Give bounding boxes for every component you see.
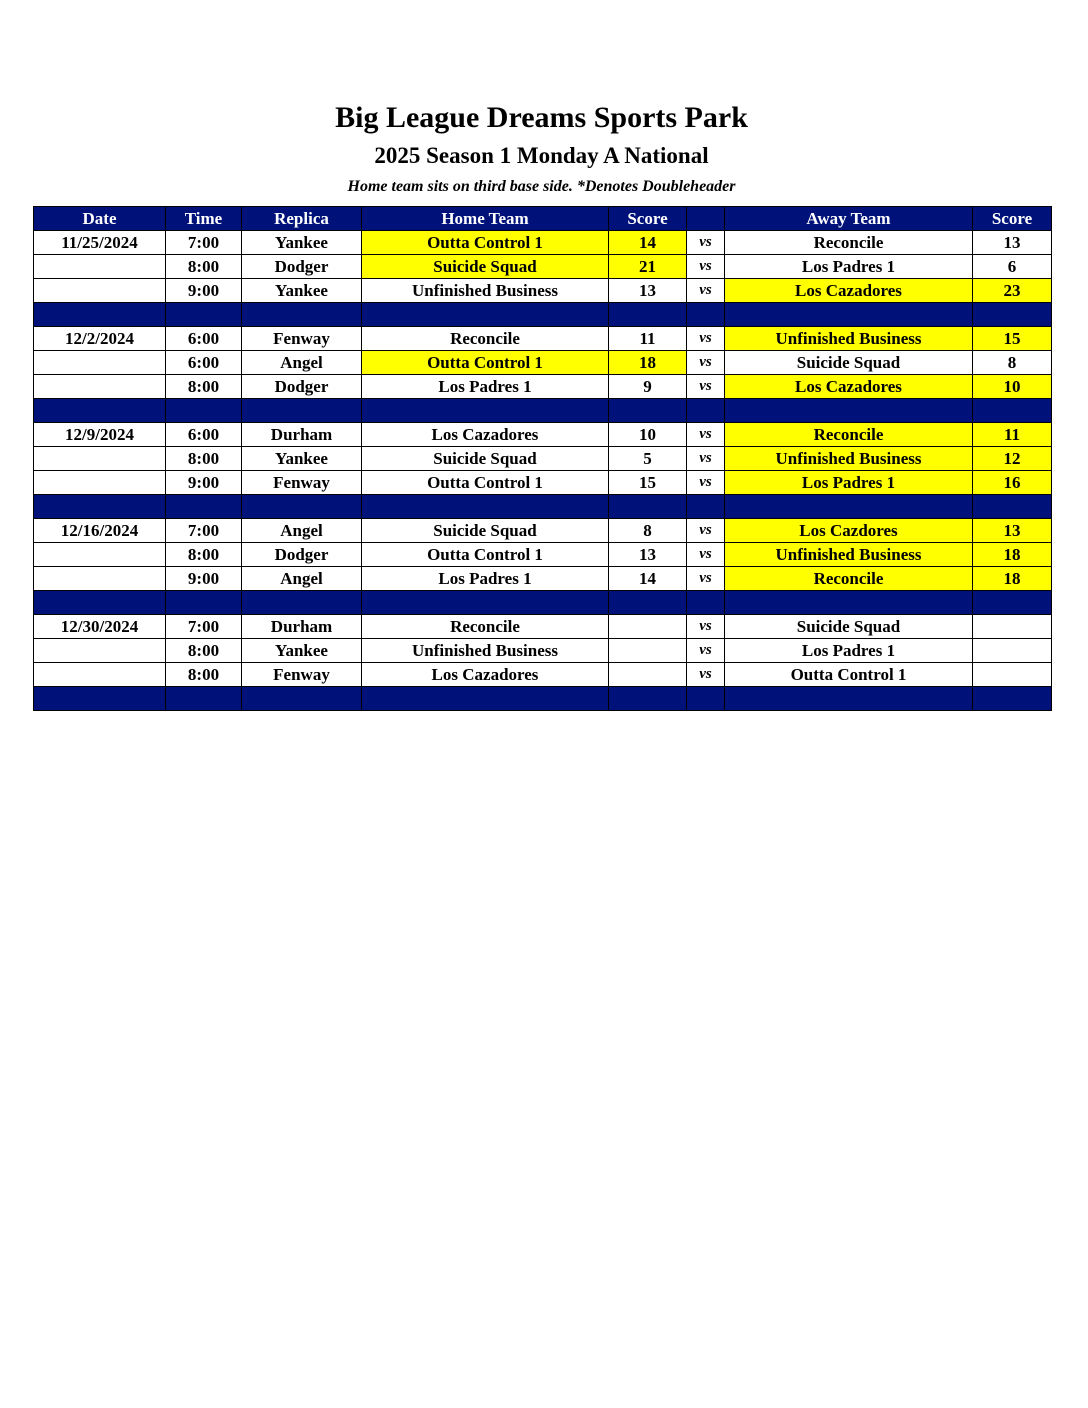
date-cell: 12/16/2024 [34, 519, 166, 543]
away-team-cell: Unfinished Business [725, 327, 973, 351]
separator-cell [242, 687, 362, 711]
vs-cell: vs [687, 543, 725, 567]
separator-cell [362, 591, 609, 615]
away-score-cell: 23 [973, 279, 1052, 303]
away-team-cell: Los Cazdores [725, 519, 973, 543]
column-header-away-team: Away Team [725, 207, 973, 231]
home-team-cell: Outta Control 1 [362, 543, 609, 567]
header-row [34, 207, 1052, 231]
time-cell: 9:00 [166, 471, 242, 495]
home-score-cell [609, 663, 687, 687]
home-score-cell: 13 [609, 279, 687, 303]
separator-cell [34, 399, 166, 423]
game-row [34, 327, 1052, 351]
column-header-replica: Replica [242, 207, 362, 231]
separator-cell [242, 303, 362, 327]
away-score-cell: 6 [973, 255, 1052, 279]
home-team-cell: Outta Control 1 [362, 231, 609, 255]
separator-cell [362, 687, 609, 711]
separator-cell [973, 495, 1052, 519]
replica-cell: Dodger [242, 543, 362, 567]
away-score-cell: 12 [973, 447, 1052, 471]
game-row [34, 519, 1052, 543]
vs-cell: vs [687, 639, 725, 663]
date-cell: 12/30/2024 [34, 615, 166, 639]
separator-cell [687, 687, 725, 711]
away-team-cell: Outta Control 1 [725, 663, 973, 687]
column-header-date: Date [34, 207, 166, 231]
away-team-cell: Los Padres 1 [725, 471, 973, 495]
week-separator-row [34, 399, 1052, 423]
away-score-cell [973, 663, 1052, 687]
home-score-cell: 9 [609, 375, 687, 399]
away-score-cell: 15 [973, 327, 1052, 351]
replica-cell: Yankee [242, 231, 362, 255]
home-team-cell: Outta Control 1 [362, 351, 609, 375]
date-cell [34, 567, 166, 591]
game-row [34, 423, 1052, 447]
replica-cell: Angel [242, 351, 362, 375]
page-subtitle: 2025 Season 1 Monday A National [374, 143, 709, 168]
separator-cell [34, 303, 166, 327]
column-header-time: Time [166, 207, 242, 231]
separator-cell [34, 591, 166, 615]
vs-cell: vs [687, 567, 725, 591]
away-team-cell: Reconcile [725, 231, 973, 255]
date-cell: 11/25/2024 [34, 231, 166, 255]
separator-cell [242, 591, 362, 615]
schedule-body [34, 231, 1052, 711]
away-score-cell [973, 639, 1052, 663]
home-score-cell: 18 [609, 351, 687, 375]
separator-cell [362, 399, 609, 423]
date-cell [34, 375, 166, 399]
week-separator-row [34, 495, 1052, 519]
home-team-cell: Suicide Squad [362, 447, 609, 471]
home-score-cell: 15 [609, 471, 687, 495]
vs-cell: vs [687, 327, 725, 351]
game-row [34, 231, 1052, 255]
away-team-cell: Suicide Squad [725, 351, 973, 375]
game-row [34, 663, 1052, 687]
replica-cell: Yankee [242, 639, 362, 663]
home-team-cell: Unfinished Business [362, 279, 609, 303]
home-score-cell: 21 [609, 255, 687, 279]
column-header-vs [687, 207, 725, 231]
home-score-cell: 11 [609, 327, 687, 351]
time-cell: 7:00 [166, 231, 242, 255]
away-score-cell: 13 [973, 231, 1052, 255]
time-cell: 6:00 [166, 423, 242, 447]
date-cell [34, 351, 166, 375]
time-cell: 6:00 [166, 327, 242, 351]
home-score-cell [609, 639, 687, 663]
separator-cell [609, 303, 687, 327]
replica-cell: Yankee [242, 279, 362, 303]
home-score-cell: 10 [609, 423, 687, 447]
separator-cell [362, 495, 609, 519]
separator-cell [725, 687, 973, 711]
away-team-cell: Unfinished Business [725, 447, 973, 471]
date-cell [34, 279, 166, 303]
away-score-cell: 11 [973, 423, 1052, 447]
separator-cell [687, 591, 725, 615]
game-row [34, 375, 1052, 399]
document-header [0, 98, 1083, 197]
date-cell [34, 543, 166, 567]
away-team-cell: Los Padres 1 [725, 639, 973, 663]
week-separator-row [34, 303, 1052, 327]
away-team-cell: Reconcile [725, 567, 973, 591]
column-header-away-score: Score [973, 207, 1052, 231]
vs-cell: vs [687, 255, 725, 279]
separator-cell [34, 687, 166, 711]
replica-cell: Angel [242, 567, 362, 591]
separator-cell [687, 495, 725, 519]
away-team-cell: Unfinished Business [725, 543, 973, 567]
game-row [34, 471, 1052, 495]
time-cell: 7:00 [166, 519, 242, 543]
separator-cell [166, 399, 242, 423]
game-row [34, 279, 1052, 303]
vs-cell: vs [687, 447, 725, 471]
game-row [34, 351, 1052, 375]
away-score-cell [973, 615, 1052, 639]
separator-cell [242, 495, 362, 519]
date-cell [34, 639, 166, 663]
away-team-cell: Reconcile [725, 423, 973, 447]
date-cell [34, 663, 166, 687]
home-team-cell: Unfinished Business [362, 639, 609, 663]
home-team-cell: Outta Control 1 [362, 471, 609, 495]
vs-cell: vs [687, 279, 725, 303]
vs-cell: vs [687, 375, 725, 399]
date-cell: 12/9/2024 [34, 423, 166, 447]
separator-cell [725, 303, 973, 327]
game-row [34, 255, 1052, 279]
away-score-cell: 8 [973, 351, 1052, 375]
away-score-cell: 13 [973, 519, 1052, 543]
time-cell: 8:00 [166, 447, 242, 471]
vs-cell: vs [687, 471, 725, 495]
column-header-home-score: Score [609, 207, 687, 231]
vs-cell: vs [687, 423, 725, 447]
home-team-cell: Reconcile [362, 615, 609, 639]
home-team-cell: Suicide Squad [362, 519, 609, 543]
replica-cell: Dodger [242, 255, 362, 279]
time-cell: 6:00 [166, 351, 242, 375]
separator-cell [973, 591, 1052, 615]
separator-cell [609, 687, 687, 711]
date-cell [34, 447, 166, 471]
time-cell: 9:00 [166, 279, 242, 303]
home-team-cell: Los Padres 1 [362, 567, 609, 591]
time-cell: 8:00 [166, 639, 242, 663]
home-score-cell: 5 [609, 447, 687, 471]
home-team-cell: Reconcile [362, 327, 609, 351]
date-cell: 12/2/2024 [34, 327, 166, 351]
home-score-cell: 14 [609, 231, 687, 255]
week-separator-row [34, 687, 1052, 711]
separator-cell [609, 399, 687, 423]
home-score-cell: 13 [609, 543, 687, 567]
date-cell [34, 255, 166, 279]
replica-cell: Fenway [242, 327, 362, 351]
separator-cell [725, 495, 973, 519]
separator-cell [609, 591, 687, 615]
separator-cell [973, 687, 1052, 711]
game-row [34, 543, 1052, 567]
replica-cell: Durham [242, 423, 362, 447]
time-cell: 8:00 [166, 255, 242, 279]
schedule-note: Home team sits on third base side. *Denotes Doubleheader [347, 178, 736, 195]
separator-cell [725, 591, 973, 615]
time-cell: 7:00 [166, 615, 242, 639]
week-separator-row [34, 591, 1052, 615]
date-cell [34, 471, 166, 495]
home-team-cell: Los Cazadores [362, 663, 609, 687]
separator-cell [609, 495, 687, 519]
column-header-home-team: Home Team [362, 207, 609, 231]
separator-cell [687, 399, 725, 423]
time-cell: 8:00 [166, 663, 242, 687]
vs-cell: vs [687, 663, 725, 687]
separator-cell [166, 303, 242, 327]
away-score-cell: 10 [973, 375, 1052, 399]
replica-cell: Fenway [242, 663, 362, 687]
separator-cell [166, 495, 242, 519]
schedule-table [33, 206, 1052, 711]
separator-cell [166, 591, 242, 615]
away-team-cell: Los Cazadores [725, 279, 973, 303]
game-row [34, 567, 1052, 591]
separator-cell [34, 495, 166, 519]
away-team-cell: Los Cazadores [725, 375, 973, 399]
home-team-cell: Suicide Squad [362, 255, 609, 279]
page-title: Big League Dreams Sports Park [335, 101, 748, 134]
replica-cell: Angel [242, 519, 362, 543]
home-score-cell [609, 615, 687, 639]
game-row [34, 447, 1052, 471]
time-cell: 8:00 [166, 375, 242, 399]
separator-cell [725, 399, 973, 423]
game-row [34, 615, 1052, 639]
home-score-cell: 8 [609, 519, 687, 543]
separator-cell [362, 303, 609, 327]
away-score-cell: 18 [973, 543, 1052, 567]
away-team-cell: Los Padres 1 [725, 255, 973, 279]
game-row [34, 639, 1052, 663]
home-team-cell: Los Padres 1 [362, 375, 609, 399]
separator-cell [687, 303, 725, 327]
replica-cell: Fenway [242, 471, 362, 495]
away-score-cell: 16 [973, 471, 1052, 495]
replica-cell: Yankee [242, 447, 362, 471]
separator-cell [242, 399, 362, 423]
away-team-cell: Suicide Squad [725, 615, 973, 639]
home-score-cell: 14 [609, 567, 687, 591]
vs-cell: vs [687, 519, 725, 543]
separator-cell [973, 303, 1052, 327]
home-team-cell: Los Cazadores [362, 423, 609, 447]
time-cell: 8:00 [166, 543, 242, 567]
replica-cell: Durham [242, 615, 362, 639]
separator-cell [166, 687, 242, 711]
separator-cell [973, 399, 1052, 423]
replica-cell: Dodger [242, 375, 362, 399]
vs-cell: vs [687, 615, 725, 639]
time-cell: 9:00 [166, 567, 242, 591]
away-score-cell: 18 [973, 567, 1052, 591]
vs-cell: vs [687, 351, 725, 375]
vs-cell: vs [687, 231, 725, 255]
